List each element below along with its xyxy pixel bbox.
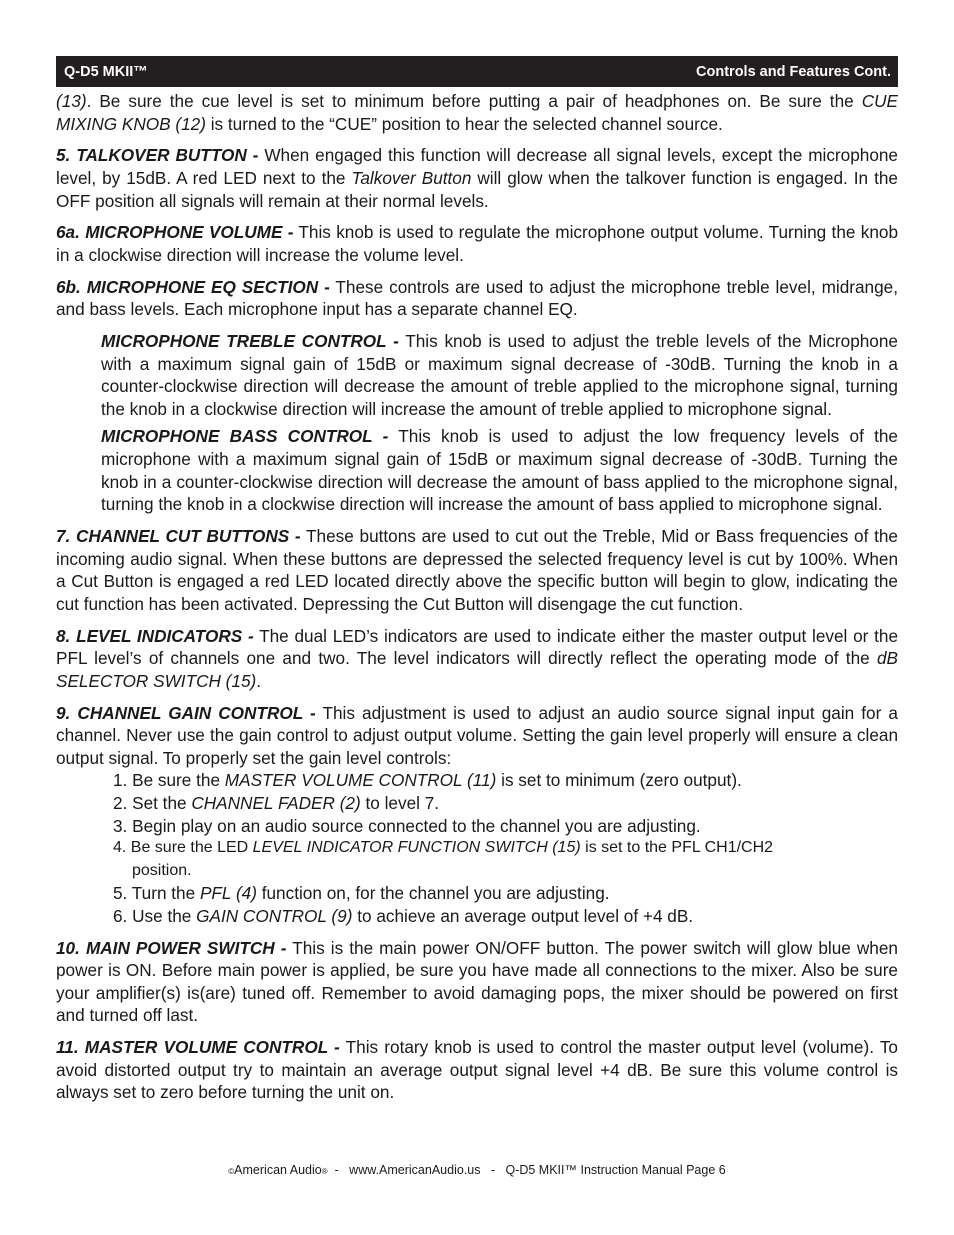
- section-heading: 5. TALKOVER BUTTON -: [56, 145, 259, 166]
- section-heading: 9. CHANNEL GAIN CONTROL -: [56, 702, 316, 723]
- section-heading: 7. CHANNEL CUT BUTTONS -: [56, 526, 301, 547]
- intro-paragraph: (13). Be sure the cue level is set to minimum before putting a pair of headphones on. Be sure the CUE MIXING KNOB (12) is turned to the “CUE” position to hear the selected channel source.: [56, 91, 898, 134]
- section-heading: 10. MAIN POWER SWITCH -: [56, 937, 287, 958]
- mic-volume-section: 6a. MICROPHONE VOLUME - This knob is used to regulate the microphone output volume. Turning the knob in a clockwise direction will increase the volume level.: [56, 222, 898, 265]
- level-indicators-section: 8. LEVEL INDICATORS - The dual LED’s indicators are used to indicate either the master output level or the PFL level’s of channels one and two. The level indicators will directly reflect the operating mode of the dB SELECTOR SWITCH (15).: [56, 625, 899, 691]
- channel-cut-section: 7. CHANNEL CUT BUTTONS - These buttons are used to cut out the Treble, Mid or Bass frequencies of the incoming audio signal. When these buttons are depressed the selected frequency level is cut by 100%. When a Cut Button is engaged a red LED located directly above the specific button will begin to glow, indicating the cut function has been activated. Depressing the Cut Button will disengage the cut function.: [56, 526, 898, 614]
- header-section-title: Controls and Features Cont.: [696, 63, 891, 80]
- page-footer: ©American Audio® - www.AmericanAudio.us - Q-D5 MKII™ Instruction Manual Page 6: [228, 1163, 726, 1177]
- manual-body: [56, 90, 898, 1113]
- talkover-section: 5. TALKOVER BUTTON - When engaged this function will decrease all signal levels, except the microphone level, by 15dB. A red LED next to the Talkover Button will glow when the talkover function is engaged. In the OFF position all signals will remain at their normal levels.: [56, 145, 898, 211]
- list-item: 1. Be sure the MASTER VOLUME CONTROL (11) is set to minimum (zero output).: [113, 770, 742, 791]
- intro-ref-knob: CUE MIXING KNOB (12): [56, 91, 898, 134]
- section-heading: 6a. MICROPHONE VOLUME -: [56, 222, 294, 243]
- header-model: Q-D5 MKII™: [64, 63, 148, 80]
- list-item: 5. Turn the PFL (4) function on, for the channel you are adjusting.: [113, 883, 610, 904]
- list-item-continuation: position.: [132, 861, 192, 879]
- section-heading: 11. MASTER VOLUME CONTROL -: [56, 1037, 340, 1058]
- list-item: 2. Set the CHANNEL FADER (2) to level 7.: [113, 792, 440, 813]
- section-heading: 8. LEVEL INDICATORS -: [56, 625, 254, 646]
- page-header: [56, 56, 898, 87]
- subsection-heading: MICROPHONE TREBLE CONTROL -: [101, 331, 399, 352]
- main-power-section: 10. MAIN POWER SWITCH - This is the main power ON/OFF button. The power switch will glow blue when power is ON. Before main power is applied, be sure you have made all connections to the mixer. Also be sure your amplifier(s) is(are) tuned off. Remember to avoid damaging pops, the mixer should be powered on first and turned off last.: [56, 937, 898, 1026]
- master-volume-section: 11. MASTER VOLUME CONTROL - This rotary knob is used to control the master output level (volume). To avoid distorted output try to maintain an average output signal level +4 dB. Be sure this volume control is always set to zero before turning the unit on.: [56, 1037, 898, 1103]
- gain-steps-list: [113, 769, 898, 927]
- mic-eq-section: 6b. MICROPHONE EQ SECTION - These controls are used to adjust the microphone treble level, midrange, and bass levels. Each microphone input has a separate channel EQ.: [56, 276, 898, 320]
- list-item: 4. Be sure the LED LEVEL INDICATOR FUNCTION SWITCH (15) is set to the PFL CH1/CH2: [113, 839, 774, 857]
- mic-bass-subsection: MICROPHONE BASS CONTROL - This knob is used to adjust the low frequency levels of the microphone with a maximum signal gain of 15dB or maximum signal decrease of -30dB. Turning the knob in a counter-clockwise direction will decrease the amount of bass applied to the microphone signal, turning the knob in a clockwise direction will increase the amount of bass applied to microphone signal.: [101, 426, 898, 515]
- intro-ref: (13): [56, 91, 87, 111]
- list-item: 6. Use the GAIN CONTROL (9) to achieve an average output level of +4 dB.: [113, 905, 694, 926]
- mic-treble-subsection: MICROPHONE TREBLE CONTROL - This knob is used to adjust the treble levels of the Microphone with a maximum signal gain of 15dB or maximum signal decrease of -30dB. Turning the knob in a counter-clockwise direction will decrease the amount of treble applied to the microphone signal, turning the knob in a clockwise direction will increase the amount of treble applied to microphone signal.: [101, 331, 898, 419]
- gain-control-section: 9. CHANNEL GAIN CONTROL - This adjustment is used to adjust an audio source signal input gain for a channel. Never use the gain control to adjust output volume. Setting the gain level properly will ensure a clean output signal. To properly set the gain level controls:: [56, 702, 898, 768]
- section-heading: 6b. MICROPHONE EQ SECTION -: [56, 276, 330, 297]
- subsection-heading: MICROPHONE BASS CONTROL -: [101, 426, 389, 447]
- list-item: 3. Begin play on an audio source connected to the channel you are adjusting.: [113, 815, 701, 836]
